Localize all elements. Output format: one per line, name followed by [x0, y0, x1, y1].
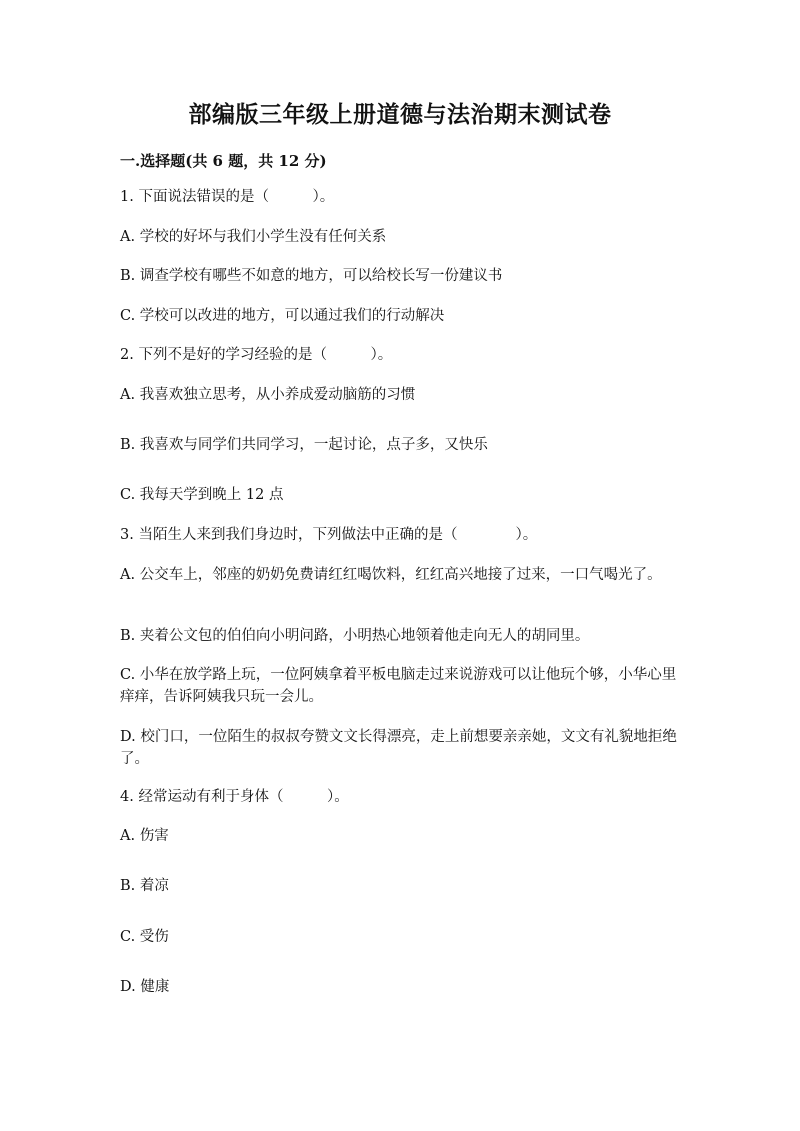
- question-3-option-c: C. 小华在放学路上玩，一位阿姨拿着平板电脑走过来说游戏可以让他玩个够，小华心里痒痒，告诉阿姨我只玩一会儿。: [120, 667, 677, 705]
- question-3-option-d: D. 校门口，一位陌生的叔叔夸赞文文长得漂亮，走上前想要亲亲她，文文有礼貌地拒绝了。: [120, 729, 677, 767]
- question-4-stem: 4. 经常运动有利于身体（ ）。: [120, 789, 349, 805]
- question-3-option-b: B. 夹着公文包的伯伯向小明问路，小明热心地领着他走向无人的胡同里。: [120, 628, 590, 644]
- question-3-stem: 3. 当陌生人来到我们身边时，下列做法中正确的是（ ）。: [120, 527, 538, 543]
- question-2-option-a: A. 我喜欢独立思考，从小养成爱动脑筋的习惯: [120, 387, 416, 403]
- question-1-stem: 1. 下面说法错误的是（ ）。: [120, 189, 335, 205]
- question-4-option-d: D. 健康: [120, 979, 170, 995]
- question-1-option-c: C. 学校可以改进的地方，可以通过我们的行动解决: [120, 308, 445, 324]
- question-2-option-b: B. 我喜欢与同学们共同学习，一起讨论，点子多，又快乐: [120, 437, 488, 453]
- question-3-option-a: A. 公交车上，邻座的奶奶免费请红红喝饮料，红红高兴地接了过来，一口气喝光了。: [120, 567, 662, 583]
- page-title: 部编版三年级上册道德与法治期末测试卷: [188, 101, 612, 128]
- question-4-option-a: A. 伤害: [120, 828, 169, 844]
- question-2-option-c: C. 我每天学到晚上 12 点: [120, 487, 284, 503]
- section-heading: 一.选择题(共 6 题，共 12 分): [120, 152, 327, 170]
- question-1-option-b: B. 调查学校有哪些不如意的地方，可以给校长写一份建议书: [120, 268, 503, 284]
- question-4-option-b: B. 着凉: [120, 878, 169, 894]
- question-2-stem: 2. 下列不是好的学习经验的是（ ）。: [120, 347, 393, 363]
- question-4-option-c: C. 受伤: [120, 929, 169, 945]
- question-1-option-a: A. 学校的好坏与我们小学生没有任何关系: [120, 229, 387, 245]
